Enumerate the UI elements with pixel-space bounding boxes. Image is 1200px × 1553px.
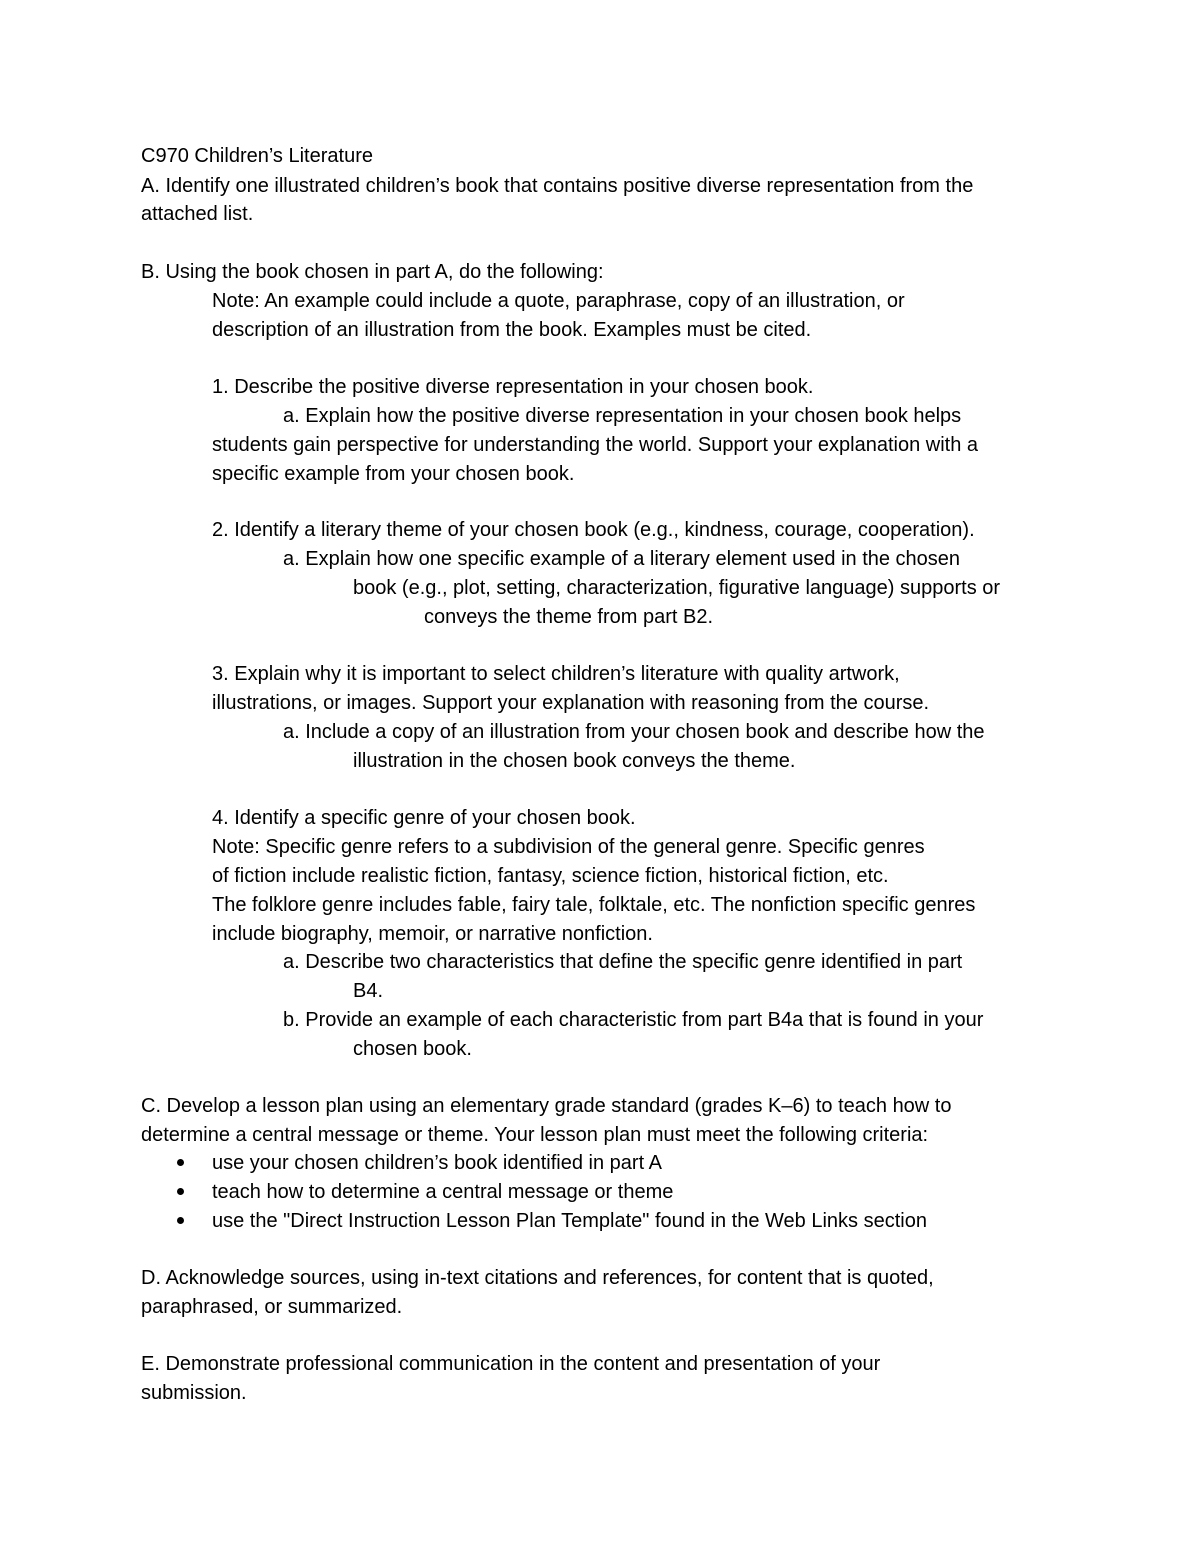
section-d-line-2: paraphrased, or summarized. — [141, 1296, 403, 1318]
section-e-line-2: submission. — [141, 1382, 247, 1404]
item-4-a-line-1: a. Describe two characteristics that define the specific genre identified in part — [283, 951, 963, 973]
item-4-line-1: 4. Identify a specific genre of your chosen book. — [212, 807, 636, 829]
criteria-bullet-item: use your chosen children’s book identified in part A — [212, 1152, 662, 1174]
item-2-a-line-3: conveys the theme from part B2. — [424, 606, 714, 628]
item-4-note-line-4: include biography, memoir, or narrative nonfiction. — [212, 923, 653, 945]
item-4-note-line-2: of fiction include realistic fiction, fantasy, science fiction, historical fiction, etc. — [212, 865, 889, 887]
bullet-icon — [177, 1188, 184, 1195]
item-4-note-line-1: Note: Specific genre refers to a subdivision of the general genre. Specific genres — [212, 836, 925, 858]
item-1-a-line-3: specific example from your chosen book. — [212, 463, 575, 485]
bullet-icon — [177, 1217, 184, 1224]
document-title: C970 Children’s Literature — [141, 145, 373, 167]
section-b-intro: B. Using the book chosen in part A, do the following: — [141, 261, 604, 283]
criteria-bullet-item: teach how to determine a central message or theme — [212, 1181, 674, 1203]
item-3-a-line-1: a. Include a copy of an illustration from your chosen book and describe how the — [283, 721, 985, 743]
item-4-b-line-2: chosen book. — [353, 1038, 472, 1060]
section-a-line-2: attached list. — [141, 203, 254, 225]
item-2-line-1: 2. Identify a literary theme of your chosen book (e.g., kindness, courage, cooperation). — [212, 519, 975, 541]
section-e-line-1: E. Demonstrate professional communication in the content and presentation of your — [141, 1353, 881, 1375]
section-a-line-1: A. Identify one illustrated children’s book that contains positive diverse representation from the — [141, 175, 974, 197]
section-c-line-1: C. Develop a lesson plan using an elementary grade standard (grades K–6) to teach how to — [141, 1095, 952, 1117]
item-4-note-line-3: The folklore genre includes fable, fairy tale, folktale, etc. The nonfiction specific genres — [212, 894, 976, 916]
item-4-a-line-2: B4. — [353, 980, 384, 1002]
item-1-a-line-1: a. Explain how the positive diverse representation in your chosen book helps — [283, 405, 962, 427]
item-3-line-2: illustrations, or images. Support your explanation with reasoning from the course. — [212, 692, 930, 714]
item-1-line-1: 1. Describe the positive diverse representation in your chosen book. — [212, 376, 814, 398]
item-1-a-line-2: students gain perspective for understanding the world. Support your explanation with a — [212, 434, 979, 456]
criteria-bullet-item: use the "Direct Instruction Lesson Plan Template" found in the Web Links section — [212, 1210, 927, 1232]
item-4-b-line-1: b. Provide an example of each characteristic from part B4a that is found in your — [283, 1009, 984, 1031]
section-b-note-line-1: Note: An example could include a quote, paraphrase, copy of an illustration, or — [212, 290, 905, 312]
section-d-line-1: D. Acknowledge sources, using in-text citations and references, for content that is quoted, — [141, 1267, 934, 1289]
item-3-line-1: 3. Explain why it is important to select children’s literature with quality artwork, — [212, 663, 900, 685]
item-2-a-line-2: book (e.g., plot, setting, characterization, figurative language) supports or — [353, 577, 1001, 599]
section-b-note-line-2: description of an illustration from the book. Examples must be cited. — [212, 319, 812, 341]
item-3-a-line-2: illustration in the chosen book conveys the theme. — [353, 750, 796, 772]
bullet-icon — [177, 1159, 184, 1166]
item-2-a-line-1: a. Explain how one specific example of a literary element used in the chosen — [283, 548, 961, 570]
section-c-line-2: determine a central message or theme. Your lesson plan must meet the following criteria: — [141, 1124, 929, 1146]
